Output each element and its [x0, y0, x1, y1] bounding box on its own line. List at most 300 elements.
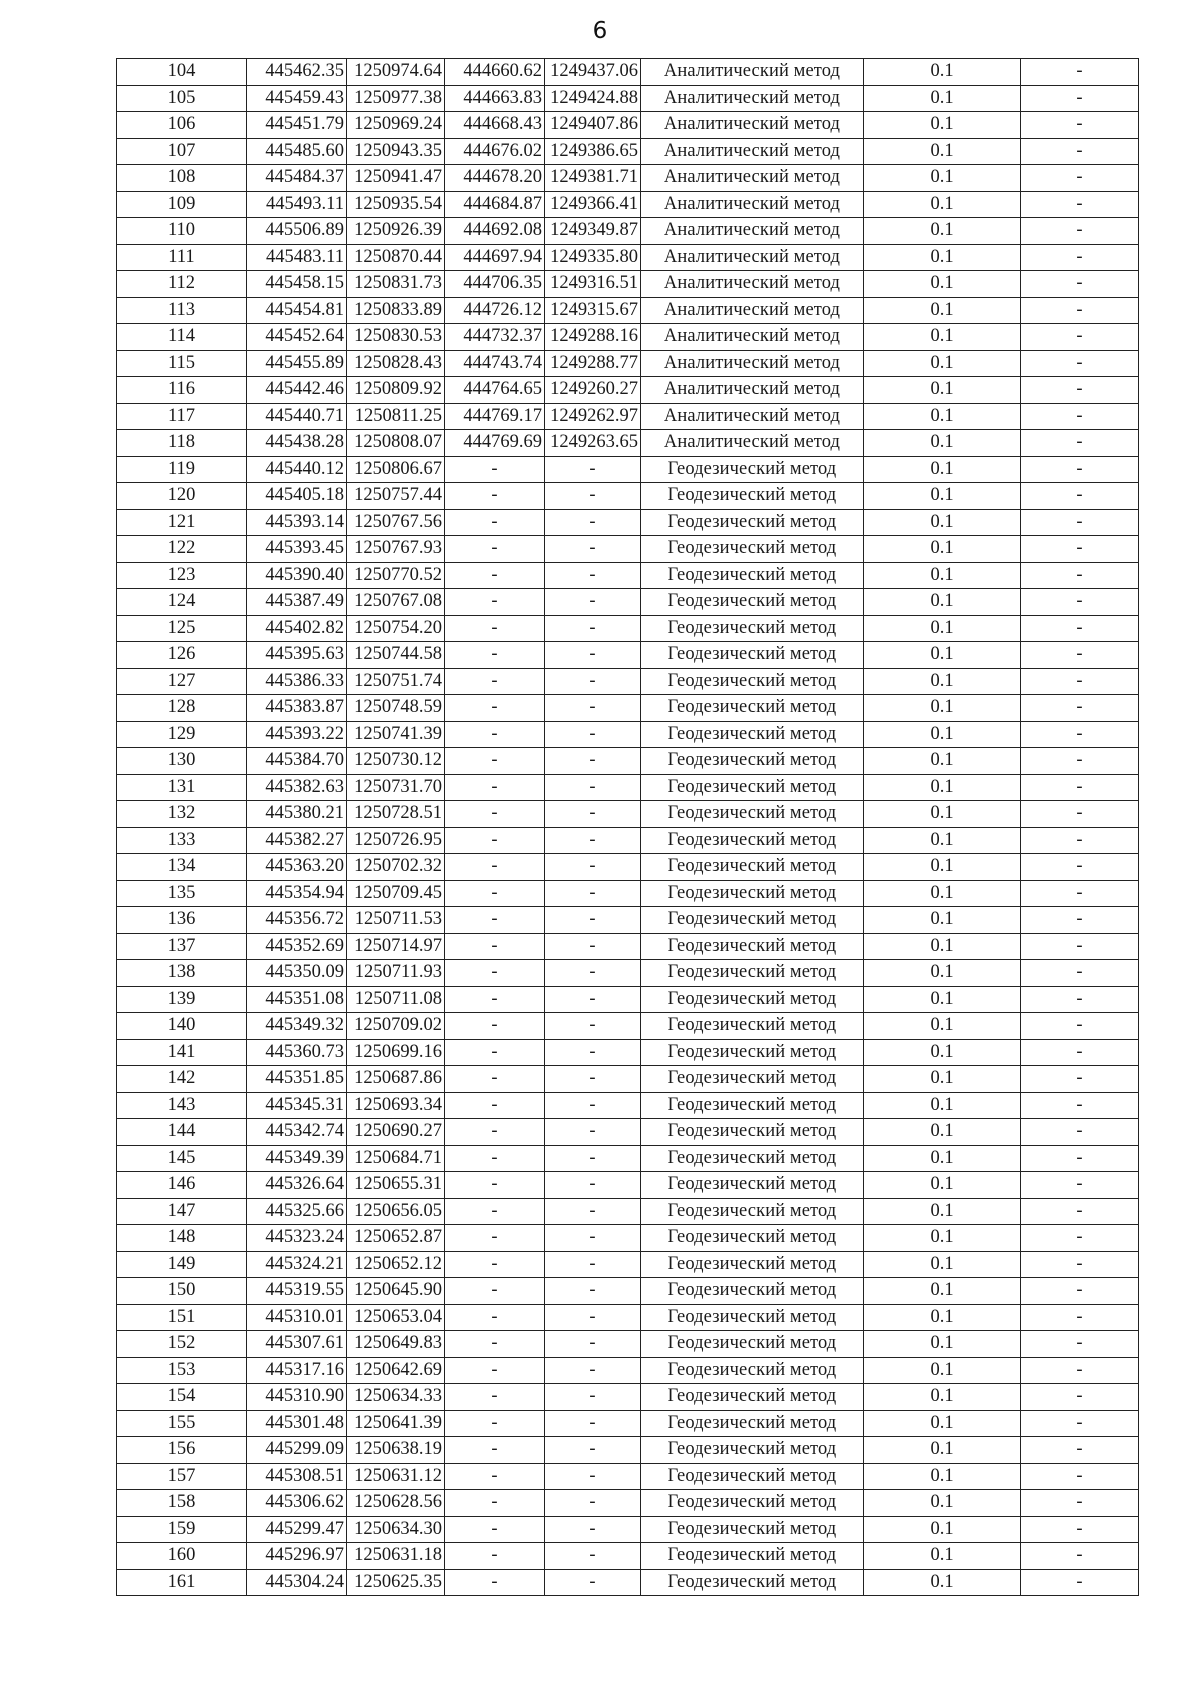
- accuracy-cell: 0.1: [864, 165, 1021, 192]
- method-cell: Геодезический метод: [641, 1119, 864, 1146]
- y-old-cell: -: [545, 986, 641, 1013]
- x-old-cell: -: [445, 960, 545, 987]
- x-old-cell: -: [445, 562, 545, 589]
- note-cell: -: [1021, 403, 1139, 430]
- page-number: 6: [592, 18, 608, 44]
- table-row: [117, 297, 1139, 324]
- coordinates-table: [116, 58, 1139, 1596]
- method-cell: Геодезический метод: [641, 1013, 864, 1040]
- x-coordinate-cell: 445306.62: [247, 1490, 347, 1517]
- x-coordinate-cell: 445325.66: [247, 1198, 347, 1225]
- point-number-cell: 152: [117, 1331, 247, 1358]
- method-cell: Геодезический метод: [641, 827, 864, 854]
- accuracy-cell: 0.1: [864, 1119, 1021, 1146]
- accuracy-cell: 0.1: [864, 138, 1021, 165]
- table-row: [117, 880, 1139, 907]
- x-old-cell: -: [445, 1410, 545, 1437]
- x-coordinate-cell: 445349.39: [247, 1145, 347, 1172]
- note-cell: -: [1021, 430, 1139, 457]
- table-row: [117, 1225, 1139, 1252]
- note-cell: -: [1021, 1331, 1139, 1358]
- y-coordinate-cell: 1250645.90: [347, 1278, 445, 1305]
- x-coordinate-cell: 445451.79: [247, 112, 347, 139]
- y-old-cell: -: [545, 695, 641, 722]
- accuracy-cell: 0.1: [864, 1384, 1021, 1411]
- x-old-cell: -: [445, 1569, 545, 1596]
- method-cell: Аналитический метод: [641, 85, 864, 112]
- x-old-cell: -: [445, 1437, 545, 1464]
- note-cell: -: [1021, 165, 1139, 192]
- method-cell: Геодезический метод: [641, 748, 864, 775]
- y-coordinate-cell: 1250690.27: [347, 1119, 445, 1146]
- table-row: [117, 324, 1139, 351]
- x-coordinate-cell: 445301.48: [247, 1410, 347, 1437]
- accuracy-cell: 0.1: [864, 536, 1021, 563]
- method-cell: Аналитический метод: [641, 112, 864, 139]
- x-old-cell: -: [445, 1119, 545, 1146]
- method-cell: Геодезический метод: [641, 1304, 864, 1331]
- x-coordinate-cell: 445363.20: [247, 854, 347, 881]
- table-row: [117, 960, 1139, 987]
- note-cell: -: [1021, 801, 1139, 828]
- y-coordinate-cell: 1250653.04: [347, 1304, 445, 1331]
- accuracy-cell: 0.1: [864, 1490, 1021, 1517]
- accuracy-cell: 0.1: [864, 218, 1021, 245]
- table-row: [117, 827, 1139, 854]
- accuracy-cell: 0.1: [864, 1066, 1021, 1093]
- x-old-cell: 444668.43: [445, 112, 545, 139]
- y-old-cell: 1249262.97: [545, 403, 641, 430]
- y-coordinate-cell: 1250809.92: [347, 377, 445, 404]
- point-number-cell: 153: [117, 1357, 247, 1384]
- y-coordinate-cell: 1250730.12: [347, 748, 445, 775]
- note-cell: -: [1021, 1410, 1139, 1437]
- point-number-cell: 122: [117, 536, 247, 563]
- y-coordinate-cell: 1250728.51: [347, 801, 445, 828]
- y-old-cell: -: [545, 642, 641, 669]
- accuracy-cell: 0.1: [864, 562, 1021, 589]
- accuracy-cell: 0.1: [864, 1543, 1021, 1570]
- x-coordinate-cell: 445324.21: [247, 1251, 347, 1278]
- point-number-cell: 114: [117, 324, 247, 351]
- note-cell: -: [1021, 59, 1139, 86]
- y-old-cell: 1249381.71: [545, 165, 641, 192]
- y-old-cell: -: [545, 1304, 641, 1331]
- accuracy-cell: 0.1: [864, 1092, 1021, 1119]
- table-row: [117, 85, 1139, 112]
- method-cell: Геодезический метод: [641, 801, 864, 828]
- y-coordinate-cell: 1250974.64: [347, 59, 445, 86]
- method-cell: Геодезический метод: [641, 615, 864, 642]
- note-cell: -: [1021, 960, 1139, 987]
- note-cell: -: [1021, 880, 1139, 907]
- table-row: [117, 483, 1139, 510]
- note-cell: -: [1021, 1119, 1139, 1146]
- method-cell: Геодезический метод: [641, 1569, 864, 1596]
- x-coordinate-cell: 445319.55: [247, 1278, 347, 1305]
- x-old-cell: -: [445, 1357, 545, 1384]
- y-coordinate-cell: 1250806.67: [347, 456, 445, 483]
- table-row: [117, 1490, 1139, 1517]
- point-number-cell: 130: [117, 748, 247, 775]
- y-coordinate-cell: 1250709.02: [347, 1013, 445, 1040]
- accuracy-cell: 0.1: [864, 721, 1021, 748]
- accuracy-cell: 0.1: [864, 642, 1021, 669]
- table-row: [117, 138, 1139, 165]
- note-cell: -: [1021, 1357, 1139, 1384]
- y-coordinate-cell: 1250808.07: [347, 430, 445, 457]
- x-old-cell: -: [445, 1013, 545, 1040]
- table-row: [117, 801, 1139, 828]
- note-cell: -: [1021, 907, 1139, 934]
- x-coordinate-cell: 445352.69: [247, 933, 347, 960]
- method-cell: Аналитический метод: [641, 244, 864, 271]
- x-old-cell: -: [445, 695, 545, 722]
- point-number-cell: 128: [117, 695, 247, 722]
- note-cell: -: [1021, 562, 1139, 589]
- x-coordinate-cell: 445354.94: [247, 880, 347, 907]
- method-cell: Геодезический метод: [641, 589, 864, 616]
- x-old-cell: -: [445, 1198, 545, 1225]
- accuracy-cell: 0.1: [864, 827, 1021, 854]
- y-coordinate-cell: 1250711.08: [347, 986, 445, 1013]
- y-coordinate-cell: 1250833.89: [347, 297, 445, 324]
- y-old-cell: 1249288.77: [545, 350, 641, 377]
- x-old-cell: -: [445, 1384, 545, 1411]
- y-coordinate-cell: 1250811.25: [347, 403, 445, 430]
- x-old-cell: 444692.08: [445, 218, 545, 245]
- accuracy-cell: 0.1: [864, 509, 1021, 536]
- accuracy-cell: 0.1: [864, 85, 1021, 112]
- y-old-cell: -: [545, 880, 641, 907]
- y-old-cell: -: [545, 1569, 641, 1596]
- y-coordinate-cell: 1250687.86: [347, 1066, 445, 1093]
- y-old-cell: 1249424.88: [545, 85, 641, 112]
- accuracy-cell: 0.1: [864, 1410, 1021, 1437]
- x-old-cell: -: [445, 721, 545, 748]
- method-cell: Геодезический метод: [641, 1145, 864, 1172]
- note-cell: -: [1021, 1543, 1139, 1570]
- x-coordinate-cell: 445351.85: [247, 1066, 347, 1093]
- x-old-cell: -: [445, 1172, 545, 1199]
- method-cell: Геодезический метод: [641, 880, 864, 907]
- y-coordinate-cell: 1250748.59: [347, 695, 445, 722]
- x-old-cell: -: [445, 642, 545, 669]
- note-cell: -: [1021, 986, 1139, 1013]
- y-old-cell: 1249316.51: [545, 271, 641, 298]
- note-cell: -: [1021, 1463, 1139, 1490]
- x-coordinate-cell: 445299.47: [247, 1516, 347, 1543]
- point-number-cell: 107: [117, 138, 247, 165]
- y-coordinate-cell: 1250641.39: [347, 1410, 445, 1437]
- y-coordinate-cell: 1250711.53: [347, 907, 445, 934]
- point-number-cell: 132: [117, 801, 247, 828]
- x-old-cell: -: [445, 668, 545, 695]
- table-row: [117, 403, 1139, 430]
- accuracy-cell: 0.1: [864, 1357, 1021, 1384]
- table-row: [117, 986, 1139, 1013]
- y-old-cell: -: [545, 1066, 641, 1093]
- y-old-cell: -: [545, 1543, 641, 1570]
- y-coordinate-cell: 1250744.58: [347, 642, 445, 669]
- accuracy-cell: 0.1: [864, 589, 1021, 616]
- point-number-cell: 131: [117, 774, 247, 801]
- x-old-cell: 444706.35: [445, 271, 545, 298]
- point-number-cell: 146: [117, 1172, 247, 1199]
- x-old-cell: 444678.20: [445, 165, 545, 192]
- x-coordinate-cell: 445382.27: [247, 827, 347, 854]
- point-number-cell: 150: [117, 1278, 247, 1305]
- x-coordinate-cell: 445393.14: [247, 509, 347, 536]
- y-coordinate-cell: 1250831.73: [347, 271, 445, 298]
- method-cell: Геодезический метод: [641, 1543, 864, 1570]
- x-old-cell: -: [445, 536, 545, 563]
- y-old-cell: -: [545, 1251, 641, 1278]
- table-row: [117, 721, 1139, 748]
- y-coordinate-cell: 1250830.53: [347, 324, 445, 351]
- y-coordinate-cell: 1250969.24: [347, 112, 445, 139]
- accuracy-cell: 0.1: [864, 1304, 1021, 1331]
- accuracy-cell: 0.1: [864, 324, 1021, 351]
- y-coordinate-cell: 1250751.74: [347, 668, 445, 695]
- accuracy-cell: 0.1: [864, 112, 1021, 139]
- x-old-cell: -: [445, 589, 545, 616]
- note-cell: -: [1021, 483, 1139, 510]
- point-number-cell: 151: [117, 1304, 247, 1331]
- note-cell: -: [1021, 509, 1139, 536]
- note-cell: -: [1021, 1516, 1139, 1543]
- note-cell: -: [1021, 377, 1139, 404]
- y-old-cell: 1249263.65: [545, 430, 641, 457]
- point-number-cell: 112: [117, 271, 247, 298]
- point-number-cell: 142: [117, 1066, 247, 1093]
- table-row: [117, 1119, 1139, 1146]
- x-old-cell: -: [445, 1490, 545, 1517]
- table-row: [117, 774, 1139, 801]
- point-number-cell: 139: [117, 986, 247, 1013]
- point-number-cell: 129: [117, 721, 247, 748]
- y-coordinate-cell: 1250935.54: [347, 191, 445, 218]
- x-old-cell: -: [445, 748, 545, 775]
- table-row: [117, 377, 1139, 404]
- note-cell: -: [1021, 1384, 1139, 1411]
- accuracy-cell: 0.1: [864, 350, 1021, 377]
- point-number-cell: 108: [117, 165, 247, 192]
- method-cell: Геодезический метод: [641, 986, 864, 1013]
- note-cell: -: [1021, 297, 1139, 324]
- y-old-cell: 1249386.65: [545, 138, 641, 165]
- method-cell: Аналитический метод: [641, 191, 864, 218]
- x-coordinate-cell: 445395.63: [247, 642, 347, 669]
- accuracy-cell: 0.1: [864, 1463, 1021, 1490]
- point-number-cell: 141: [117, 1039, 247, 1066]
- y-old-cell: -: [545, 748, 641, 775]
- x-old-cell: -: [445, 1278, 545, 1305]
- x-coordinate-cell: 445438.28: [247, 430, 347, 457]
- point-number-cell: 143: [117, 1092, 247, 1119]
- x-old-cell: 444684.87: [445, 191, 545, 218]
- x-coordinate-cell: 445393.45: [247, 536, 347, 563]
- x-coordinate-cell: 445440.12: [247, 456, 347, 483]
- accuracy-cell: 0.1: [864, 801, 1021, 828]
- method-cell: Геодезический метод: [641, 695, 864, 722]
- method-cell: Аналитический метод: [641, 403, 864, 430]
- x-old-cell: -: [445, 483, 545, 510]
- table-row: [117, 668, 1139, 695]
- method-cell: Геодезический метод: [641, 456, 864, 483]
- x-old-cell: -: [445, 1543, 545, 1570]
- method-cell: Геодезический метод: [641, 960, 864, 987]
- x-old-cell: -: [445, 1251, 545, 1278]
- y-old-cell: -: [545, 1119, 641, 1146]
- note-cell: -: [1021, 1145, 1139, 1172]
- table-row: [117, 1172, 1139, 1199]
- x-coordinate-cell: 445483.11: [247, 244, 347, 271]
- point-number-cell: 116: [117, 377, 247, 404]
- table-row: [117, 615, 1139, 642]
- method-cell: Геодезический метод: [641, 509, 864, 536]
- table-row: [117, 933, 1139, 960]
- y-old-cell: -: [545, 1013, 641, 1040]
- y-old-cell: 1249437.06: [545, 59, 641, 86]
- y-old-cell: -: [545, 1172, 641, 1199]
- y-coordinate-cell: 1250767.08: [347, 589, 445, 616]
- note-cell: -: [1021, 1039, 1139, 1066]
- point-number-cell: 154: [117, 1384, 247, 1411]
- point-number-cell: 145: [117, 1145, 247, 1172]
- method-cell: Геодезический метод: [641, 483, 864, 510]
- x-coordinate-cell: 445484.37: [247, 165, 347, 192]
- x-old-cell: -: [445, 827, 545, 854]
- y-old-cell: -: [545, 589, 641, 616]
- table-row: [117, 191, 1139, 218]
- x-coordinate-cell: 445405.18: [247, 483, 347, 510]
- y-old-cell: -: [545, 907, 641, 934]
- accuracy-cell: 0.1: [864, 933, 1021, 960]
- x-old-cell: -: [445, 1092, 545, 1119]
- table-row: [117, 1092, 1139, 1119]
- method-cell: Геодезический метод: [641, 1039, 864, 1066]
- point-number-cell: 115: [117, 350, 247, 377]
- method-cell: Геодезический метод: [641, 1331, 864, 1358]
- point-number-cell: 125: [117, 615, 247, 642]
- point-number-cell: 137: [117, 933, 247, 960]
- x-coordinate-cell: 445296.97: [247, 1543, 347, 1570]
- note-cell: -: [1021, 350, 1139, 377]
- y-coordinate-cell: 1250649.83: [347, 1331, 445, 1358]
- table-row: [117, 271, 1139, 298]
- y-coordinate-cell: 1250977.38: [347, 85, 445, 112]
- x-coordinate-cell: 445326.64: [247, 1172, 347, 1199]
- note-cell: -: [1021, 1437, 1139, 1464]
- x-old-cell: -: [445, 1304, 545, 1331]
- accuracy-cell: 0.1: [864, 59, 1021, 86]
- accuracy-cell: 0.1: [864, 1145, 1021, 1172]
- table-row: [117, 695, 1139, 722]
- accuracy-cell: 0.1: [864, 1198, 1021, 1225]
- accuracy-cell: 0.1: [864, 1172, 1021, 1199]
- y-coordinate-cell: 1250767.56: [347, 509, 445, 536]
- method-cell: Геодезический метод: [641, 668, 864, 695]
- y-old-cell: 1249260.27: [545, 377, 641, 404]
- note-cell: -: [1021, 244, 1139, 271]
- accuracy-cell: 0.1: [864, 960, 1021, 987]
- table-row: [117, 1278, 1139, 1305]
- point-number-cell: 118: [117, 430, 247, 457]
- note-cell: -: [1021, 218, 1139, 245]
- x-coordinate-cell: 445342.74: [247, 1119, 347, 1146]
- y-coordinate-cell: 1250828.43: [347, 350, 445, 377]
- note-cell: -: [1021, 721, 1139, 748]
- point-number-cell: 149: [117, 1251, 247, 1278]
- method-cell: Геодезический метод: [641, 1198, 864, 1225]
- point-number-cell: 155: [117, 1410, 247, 1437]
- note-cell: -: [1021, 1304, 1139, 1331]
- method-cell: Геодезический метод: [641, 1463, 864, 1490]
- point-number-cell: 148: [117, 1225, 247, 1252]
- accuracy-cell: 0.1: [864, 244, 1021, 271]
- y-old-cell: -: [545, 509, 641, 536]
- table-row: [117, 244, 1139, 271]
- y-coordinate-cell: 1250634.33: [347, 1384, 445, 1411]
- method-cell: Геодезический метод: [641, 1225, 864, 1252]
- accuracy-cell: 0.1: [864, 403, 1021, 430]
- x-coordinate-cell: 445307.61: [247, 1331, 347, 1358]
- x-old-cell: 444697.94: [445, 244, 545, 271]
- x-old-cell: 444663.83: [445, 85, 545, 112]
- note-cell: -: [1021, 1490, 1139, 1517]
- note-cell: -: [1021, 1198, 1139, 1225]
- accuracy-cell: 0.1: [864, 1437, 1021, 1464]
- method-cell: Геодезический метод: [641, 1278, 864, 1305]
- method-cell: Геодезический метод: [641, 1251, 864, 1278]
- table-row: [117, 430, 1139, 457]
- table-row: [117, 854, 1139, 881]
- y-old-cell: 1249335.80: [545, 244, 641, 271]
- point-number-cell: 127: [117, 668, 247, 695]
- point-number-cell: 119: [117, 456, 247, 483]
- method-cell: Аналитический метод: [641, 297, 864, 324]
- point-number-cell: 111: [117, 244, 247, 271]
- accuracy-cell: 0.1: [864, 1251, 1021, 1278]
- y-coordinate-cell: 1250711.93: [347, 960, 445, 987]
- y-old-cell: -: [545, 827, 641, 854]
- table-row: [117, 1569, 1139, 1596]
- x-coordinate-cell: 445459.43: [247, 85, 347, 112]
- accuracy-cell: 0.1: [864, 1569, 1021, 1596]
- x-coordinate-cell: 445350.09: [247, 960, 347, 987]
- table-row: [117, 218, 1139, 245]
- point-number-cell: 121: [117, 509, 247, 536]
- x-coordinate-cell: 445485.60: [247, 138, 347, 165]
- note-cell: -: [1021, 324, 1139, 351]
- point-number-cell: 147: [117, 1198, 247, 1225]
- y-old-cell: 1249288.16: [545, 324, 641, 351]
- accuracy-cell: 0.1: [864, 483, 1021, 510]
- y-old-cell: -: [545, 1278, 641, 1305]
- point-number-cell: 144: [117, 1119, 247, 1146]
- x-old-cell: 444676.02: [445, 138, 545, 165]
- note-cell: -: [1021, 138, 1139, 165]
- note-cell: -: [1021, 1251, 1139, 1278]
- y-coordinate-cell: 1250631.12: [347, 1463, 445, 1490]
- note-cell: -: [1021, 456, 1139, 483]
- method-cell: Геодезический метод: [641, 774, 864, 801]
- x-coordinate-cell: 445345.31: [247, 1092, 347, 1119]
- x-old-cell: -: [445, 1225, 545, 1252]
- method-cell: Геодезический метод: [641, 1437, 864, 1464]
- table-row: [117, 1543, 1139, 1570]
